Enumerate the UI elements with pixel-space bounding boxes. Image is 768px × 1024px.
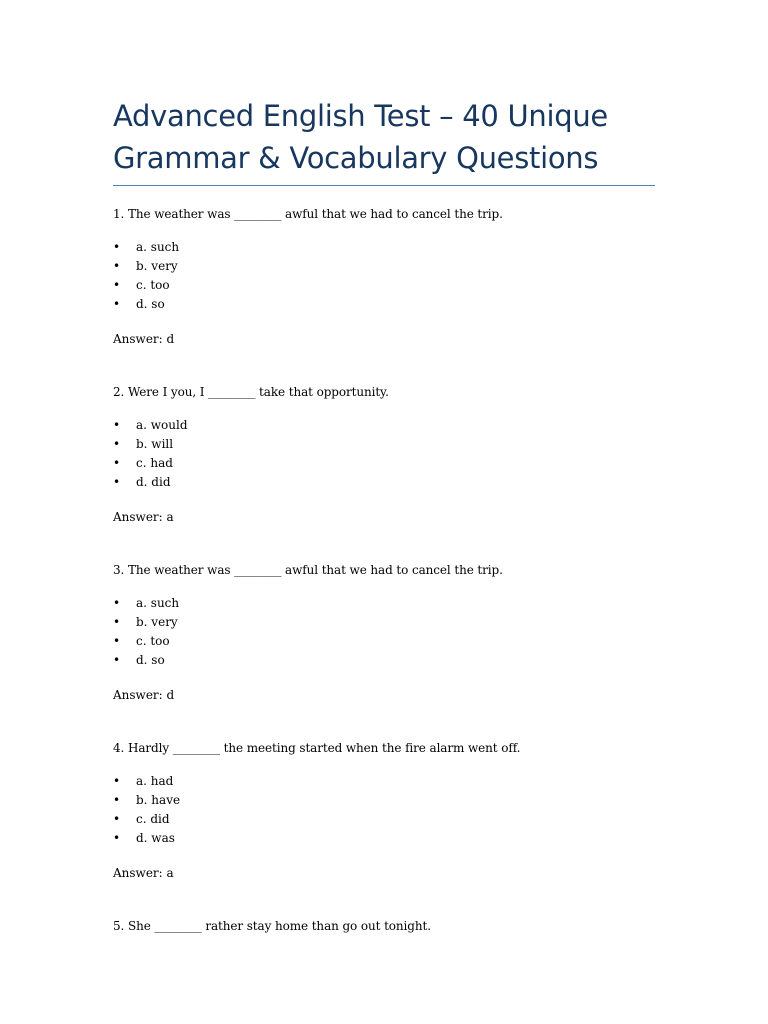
option-item [113,416,655,435]
bullet-icon: • [113,596,121,610]
question-block [113,740,655,881]
option-label: b. very [136,615,178,629]
option-label: a. had [136,774,174,788]
option-item [113,829,655,848]
option-label: a. such [136,596,180,610]
bullet-icon: • [113,774,121,788]
bullet-icon: • [113,634,121,648]
question-block [113,206,655,347]
question-text: 2. Were I you, I ________ take that opportunity. [113,385,389,399]
option-item [113,238,655,257]
bullet-icon: • [113,437,121,451]
options-list [113,772,655,848]
answer-text: Answer: a [113,510,174,524]
question-block [113,918,655,934]
option-item [113,473,655,492]
option-item [113,613,655,632]
question-text: 3. The weather was ________ awful that we had to cancel the trip. [113,563,503,577]
option-item [113,435,655,454]
option-label: c. did [136,812,170,826]
bullet-icon: • [113,653,121,667]
bullet-icon: • [113,278,121,292]
bullet-icon: • [113,615,121,629]
bullet-icon: • [113,418,121,432]
option-label: b. will [136,437,174,451]
option-label: d. did [136,475,171,489]
page-title: Advanced English Test – 40 Unique Grammar & Vocabulary Questions [113,99,608,175]
option-item [113,594,655,613]
bullet-icon: • [113,297,121,311]
bullet-icon: • [113,793,121,807]
option-item [113,772,655,791]
answer-text: Answer: d [113,688,175,702]
option-label: a. such [136,240,180,254]
option-label: b. have [136,793,181,807]
option-item [113,810,655,829]
bullet-icon: • [113,240,121,254]
bullet-icon: • [113,456,121,470]
options-list [113,594,655,670]
option-label: a. would [136,418,188,432]
option-item [113,791,655,810]
option-item [113,651,655,670]
option-label: c. had [136,456,173,470]
question-block [113,384,655,525]
bullet-icon: • [113,812,121,826]
bullet-icon: • [113,475,121,489]
question-text: 1. The weather was ________ awful that we had to cancel the trip. [113,207,503,221]
options-list [113,416,655,492]
option-item [113,276,655,295]
option-item [113,454,655,473]
option-label: c. too [136,278,170,292]
option-label: d. so [136,297,165,311]
document-page [113,0,655,934]
option-item [113,632,655,651]
option-item [113,257,655,276]
answer-text: Answer: d [113,332,175,346]
bullet-icon: • [113,259,121,273]
option-label: c. too [136,634,170,648]
bullet-icon: • [113,831,121,845]
option-label: b. very [136,259,178,273]
answer-text: Answer: a [113,866,174,880]
question-text: 5. She ________ rather stay home than go out tonight. [113,919,431,933]
question-block [113,562,655,703]
question-text: 4. Hardly ________ the meeting started when the fire alarm went off. [113,741,521,755]
option-label: d. so [136,653,165,667]
option-item [113,295,655,314]
title-underline [113,185,655,186]
option-label: d. was [136,831,175,845]
options-list [113,238,655,314]
